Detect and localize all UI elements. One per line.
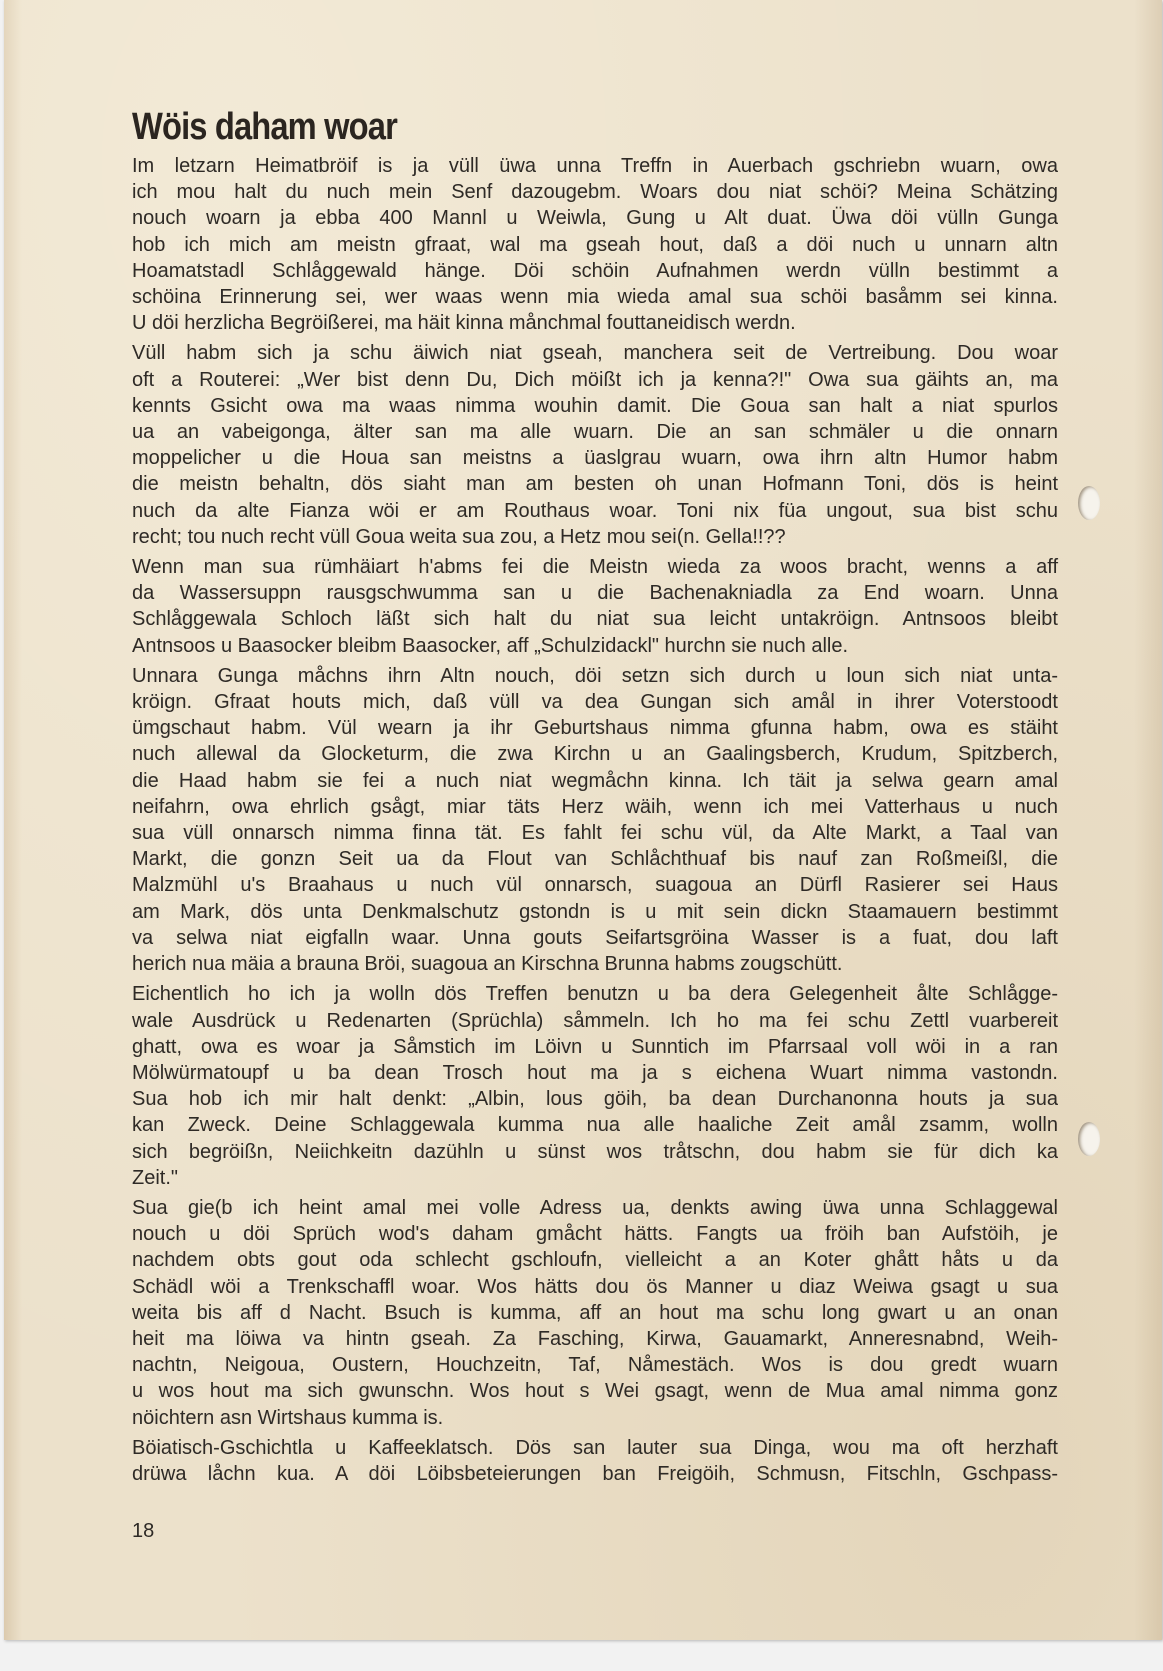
text-line: Sua hob ich mir halt denkt: „Albin, lous göih, ba dean Durchanonna houts ja sua <box>132 1088 1058 1111</box>
binder-hole <box>1078 486 1100 520</box>
text-line: hob ich mich am meistn gfraat, wal ma gseah hout, daß a döi nuch u unnarn altn <box>132 233 1058 256</box>
text-line: Schlåggewala Schloch läßt sich halt du niat sua leicht untakröign. Antnsoos bleibt <box>132 608 1058 631</box>
text-line: Unnara Gunga måchns ihrn Altn nouch, döi setzn sich durch u loun sich niat unta- <box>132 664 1058 687</box>
paragraph-1 <box>132 153 1058 336</box>
page-number: 18 <box>132 1520 155 1542</box>
text-line: kröign. Gfraat houts mich, daß vüll va dea Gungan sich amål in ihrer Voterstoodt <box>132 691 1058 714</box>
paragraph-2 <box>132 340 1058 550</box>
text-line: Mölwürmatoupf u ba dean Trosch hout ma ja s eichena Wuart nimma vastondn. <box>132 1061 1058 1084</box>
text-line: Markt, die gonzn Seit ua da Flout van Schlåchthuaf bis nauf zan Roßmeißl, die <box>132 848 1058 871</box>
text-line: Wenn man sua rümhäiart h'abms fei die Meistn wieda za woos bracht, wenns a aff <box>132 556 1058 579</box>
text-line: da Wassersuppn rausgschwumma san u die Bachenakniadla za End woarn. Unna <box>132 582 1058 605</box>
paragraph-3 <box>132 554 1058 659</box>
text-line: am Mark, dös unta Denkmalschutz gstondn is u mit sein dickn Staamauern bestimmt <box>132 900 1058 923</box>
text-line: va selwa niat eigfalln waar. Unna gouts Seifartsgröina Wasser is a fuat, dou laft <box>132 926 1058 949</box>
text-line: sich begröißn, Neiichkeitn dazühln u sünst wos tråtschn, dou habm sie für dich ka <box>132 1140 1058 1163</box>
text-line: wale Ausdrück u Redenarten (Sprüchla) såmmeln. Ich ho ma fei schu Zettl vuarbereit <box>132 1009 1058 1032</box>
text-line: die Haad habm sie fei a nuch niat wegmåchn kinna. Ich täit ja selwa gearn amal <box>132 769 1058 792</box>
text-line: heit ma löiwa va hintn gseah. Za Fasching, Kirwa, Gauamarkt, Anneresnabnd, Weih- <box>132 1327 1058 1350</box>
paragraph-6 <box>132 1195 1058 1431</box>
text-line: Schädl wöi a Trenkschaffl woar. Wos hätts dou ös Manner u diaz Weiwa gsagt u sua <box>132 1275 1058 1298</box>
text-line: neifahrn, owa ehrlich gsågt, miar täts Herz wäih, wenn ich mei Vatterhaus u nuch <box>132 795 1058 818</box>
text-line: herich nua mäia a brauna Bröi, suagoua an Kirschna Brunna habms zougschütt. <box>132 953 843 976</box>
text-line: ghatt, owa es woar ja Såmstich im Löivn u Sunntich im Pfarrsaal voll wöi in a ran <box>132 1035 1058 1058</box>
document-page <box>4 0 1162 1640</box>
text-line: kennts Gsicht owa ma waas nimma wouhin damit. Die Goua san halt a niat spurlos <box>132 394 1058 417</box>
text-line: Hoamatstadl Schlåggewald hänge. Döi schöin Aufnahmen werdn vülln bestimmt a <box>132 259 1058 282</box>
text-line: Antnsoos u Baasocker bleibm Baasocker, aff „Schulzidackl" hurchn sie nuch alle. <box>132 634 849 657</box>
text-line: Zeit." <box>132 1166 178 1189</box>
text-line: nouch u döi Sprüch wod's daham gmåcht hätts. Fangts ua fröih ban Aufstöih, je <box>132 1223 1058 1246</box>
article-body <box>132 153 1058 1491</box>
text-line: weita bis aff d Nacht. Bsuch is kumma, aff an hout ma schu long gwart u an onan <box>132 1301 1058 1324</box>
text-line: nuch allewal da Glocketurm, die zwa Kirchn u an Gaalingsberch, Krudum, Spitzberch, <box>132 743 1058 766</box>
text-line: moppelicher u die Houa san meistns a üaslgrau wuarn, owa ihrn altn Humor habm <box>132 447 1058 470</box>
text-line: U döi herzlicha Begröißerei, ma häit kinna månchmal fouttaneidisch werdn. <box>132 312 796 335</box>
text-line: nachtn, Neigoua, Oustern, Houchzeitn, Taf, Nåmestäch. Wos is dou gredt wuarn <box>132 1354 1058 1377</box>
text-line: Eichentlich ho ich ja wolln dös Treffen benutzn u ba dera Gelegenheit ålte Schlågge- <box>132 983 1058 1006</box>
text-line: Böiatisch-Gschichtla u Kaffeeklatsch. Dös san lauter sua Dinga, wou ma oft herzhaft <box>132 1436 1058 1459</box>
text-line: nachdem obts gout oda schlecht gschloufn, vielleicht a an Koter ghått håts u da <box>132 1249 1058 1272</box>
article-title: Wöis daham woar <box>132 106 397 148</box>
text-line: u wos hout ma sich gwunschn. Wos hout s Wei gsagt, wenn de Mua amal nimma gonz <box>132 1380 1058 1403</box>
text-line: nouch woarn ja ebba 400 Mannl u Weiwla, Gung u Alt duat. Üwa döi vülln Gunga <box>132 207 1058 230</box>
text-line: kan Zweck. Deine Schlaggewala kumma nua alle haaliche Zeit amål zsamm, wolln <box>132 1114 1058 1137</box>
text-line: Malzmühl u's Braahaus u nuch vül onnarsch, suagoua an Dürfl Rasierer sei Haus <box>132 874 1058 897</box>
text-line: recht; tou nuch recht vüll Goua weita sua zou, a Hetz mou sei(n. Gella!!?? <box>132 525 786 548</box>
text-line: nöichtern asn Wirtshaus kumma is. <box>132 1406 444 1429</box>
text-line: Im letzarn Heimatbröif is ja vüll üwa unna Treffn in Auerbach gschriebn wuarn, owa <box>132 155 1058 177</box>
paragraph-5 <box>132 981 1058 1191</box>
text-line: sua vüll onnarsch nimma finna tät. Es fahlt fei schu vül, da Alte Markt, a Taal van <box>132 822 1058 845</box>
text-line: Sua gie(b ich heint amal mei volle Adress ua, denkts awing üwa unna Schlaggewal <box>132 1196 1058 1219</box>
text-line: oft a Routerei: „Wer bist denn Du, Dich möißt ich ja kenna?!" Owa sua gäihts an, ma <box>132 368 1058 391</box>
binder-hole <box>1078 1122 1100 1156</box>
paragraph-4 <box>132 663 1058 977</box>
text-line: ua an vabeigonga, älter san ma alle wuarn. Die an san schmäler u die onnarn <box>132 421 1058 444</box>
text-line: ümgschaut habm. Vül wearn ja ihr Geburtshaus nimma gfunna habm, owa es stäiht <box>132 717 1058 740</box>
paragraph-7 <box>132 1435 1058 1487</box>
text-line: die meistn behaltn, dös siaht man am besten oh unan Hofmann Toni, dös is heint <box>132 473 1058 496</box>
text-line: nuch da alte Fianza wöi er am Routhaus woar. Toni nix füa ungout, sua bist schu <box>132 499 1058 522</box>
text-line: ich mou halt du nuch mein Senf dazougebm. Woars dou niat schöi? Meina Schätzing <box>132 181 1058 204</box>
text-line: drüwa låchn kua. A döi Löibsbeteierungen ban Freigöih, Schmusn, Fitschln, Gschpass- <box>132 1462 1058 1485</box>
text-line: Vüll habm sich ja schu äiwich niat gseah, manchera seit de Vertreibung. Dou woar <box>132 342 1058 365</box>
text-line: schöina Erinnerung sei, wer waas wenn mia wieda amal sua schöi basåmm sei kinna. <box>132 286 1058 309</box>
